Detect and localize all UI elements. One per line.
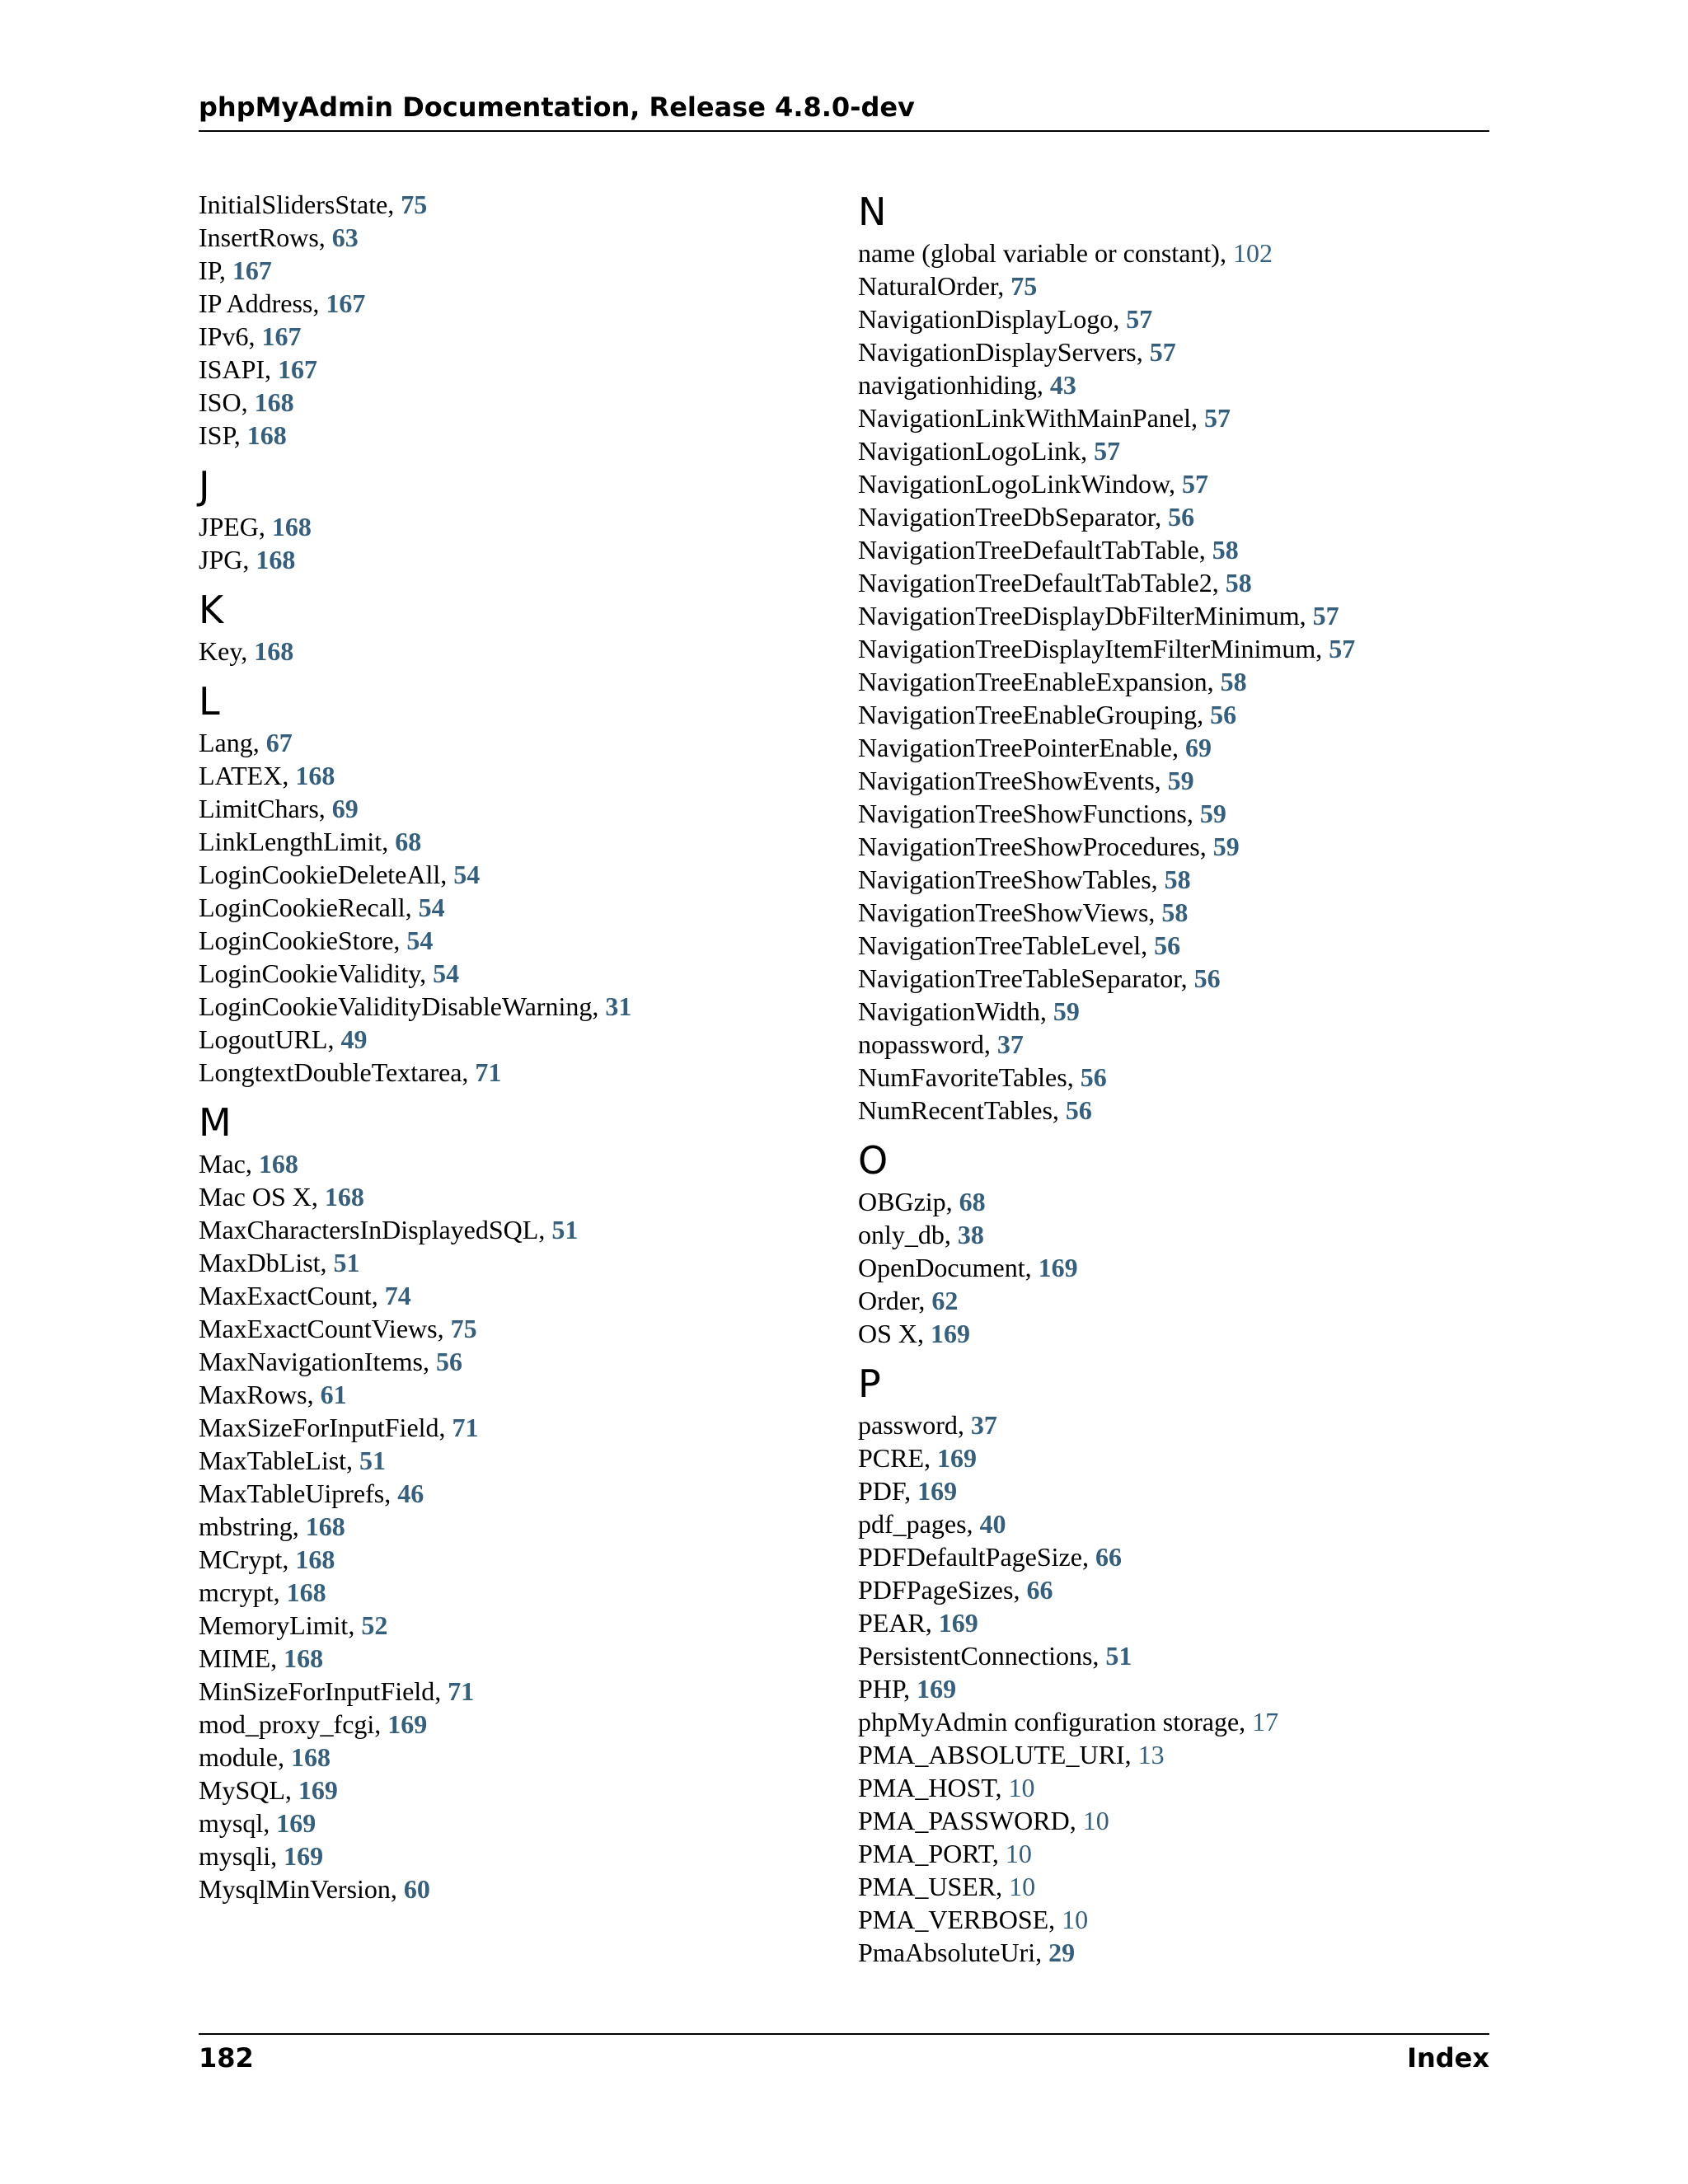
index-entry: Mac OS X, 168 — [199, 1182, 364, 1212]
index-page-link[interactable]: 10 — [1005, 1839, 1032, 1868]
index-term: NavigationLogoLink — [858, 436, 1081, 466]
index-term: MaxDbList — [199, 1248, 321, 1277]
index-page-link[interactable]: 167 — [232, 255, 272, 285]
index-page-link[interactable]: 169 — [937, 1443, 978, 1473]
index-page-link[interactable]: 51 — [359, 1446, 387, 1475]
index-term: Mac OS X — [199, 1182, 312, 1212]
index-entry: mysqli, 169 — [199, 1841, 324, 1871]
index-page-link[interactable]: 167 — [326, 288, 366, 318]
index-term: NavigationTreeShowEvents — [858, 766, 1155, 795]
index-page-link[interactable]: 168 — [324, 1182, 364, 1212]
index-page-link[interactable]: 169 — [931, 1319, 971, 1348]
index-page-link[interactable]: 54 — [433, 958, 460, 988]
index-entry: PMA_VERBOSE, 10 — [858, 1905, 1089, 1934]
index-entry: NavigationWidth, 59 — [858, 996, 1080, 1026]
index-term: module — [199, 1742, 278, 1772]
index-entry: NaturalOrder, 75 — [858, 271, 1038, 301]
index-term: PersistentConnections — [858, 1641, 1093, 1671]
index-term: MysqlMinVersion — [199, 1874, 391, 1904]
footer-rule — [199, 2033, 1489, 2035]
index-page-link[interactable]: 168 — [258, 1149, 298, 1179]
index-entry: NavigationTreeShowFunctions, 59 — [858, 799, 1226, 828]
index-term: NavigationTreeDisplayDbFilterMinimum — [858, 601, 1300, 630]
index-term: JPEG — [199, 512, 259, 541]
index-page-link[interactable]: 37 — [996, 1029, 1024, 1059]
index-entry: PMA_ABSOLUTE_URI, 13 — [858, 1740, 1165, 1769]
index-entry: NavigationDisplayServers, 57 — [858, 337, 1176, 367]
index-entry: NavigationTreeDbSeparator, 56 — [858, 502, 1195, 532]
index-entry: PDF, 169 — [858, 1476, 958, 1506]
index-page-link[interactable]: 168 — [290, 1742, 331, 1772]
index-term: PMA_ABSOLUTE_URI — [858, 1740, 1125, 1769]
index-page-link[interactable]: 58 — [1220, 667, 1247, 696]
index-term: MCrypt — [199, 1544, 283, 1574]
index-page-link[interactable]: 60 — [403, 1874, 430, 1904]
index-page-link[interactable]: 168 — [295, 761, 335, 790]
index-entry: MinSizeForInputField, 71 — [199, 1676, 475, 1706]
index-page-link[interactable]: 40 — [979, 1509, 1006, 1539]
index-entry: MaxSizeForInputField, 71 — [199, 1413, 479, 1442]
index-page-link[interactable]: 56 — [1193, 963, 1221, 993]
index-page-link[interactable]: 56 — [1080, 1062, 1107, 1092]
index-term: NavigationDisplayLogo — [858, 304, 1114, 334]
index-term: Order — [858, 1286, 919, 1315]
index-term: LongtextDoubleTextarea — [199, 1057, 462, 1087]
index-page-link[interactable]: 75 — [1010, 271, 1038, 301]
index-page-link[interactable]: 169 — [917, 1476, 958, 1506]
index-entry: PMA_PORT, 10 — [858, 1839, 1032, 1868]
index-page-link[interactable]: 49 — [340, 1024, 368, 1054]
index-term: LogoutURL — [199, 1024, 328, 1054]
index-term: MemoryLimit — [199, 1610, 349, 1640]
index-page-link[interactable]: 54 — [453, 860, 481, 889]
index-page-link[interactable]: 58 — [1212, 535, 1239, 565]
index-page-link[interactable]: 57 — [1203, 403, 1231, 433]
index-page-link[interactable]: 10 — [1062, 1905, 1089, 1934]
index-entry: PEAR, 169 — [858, 1608, 978, 1638]
index-page-link[interactable]: 52 — [361, 1610, 388, 1640]
index-entry: Mac, 168 — [199, 1149, 298, 1179]
index-entry: LoginCookieRecall, 54 — [199, 893, 445, 922]
index-entry: Lang, 67 — [199, 728, 293, 757]
index-page-link[interactable]: 59 — [1199, 799, 1226, 828]
index-term: Key — [199, 636, 241, 666]
index-term: OpenDocument — [858, 1253, 1025, 1282]
index-page-link[interactable]: 56 — [1065, 1095, 1092, 1125]
index-entry: NumFavoriteTables, 56 — [858, 1062, 1107, 1092]
index-page-link[interactable]: 168 — [295, 1544, 335, 1574]
index-term: MaxTableList — [199, 1446, 347, 1475]
index-entry: NavigationLogoLink, 57 — [858, 436, 1121, 466]
index-term: MySQL — [199, 1775, 285, 1805]
index-term: mysql — [199, 1808, 264, 1838]
index-term: PCRE — [858, 1443, 925, 1473]
index-entry: MaxTableList, 51 — [199, 1446, 387, 1475]
running-header: phpMyAdmin Documentation, Release 4.8.0-dev — [199, 91, 915, 123]
page-number: 182 — [199, 2042, 254, 2074]
index-entry: PCRE, 169 — [858, 1443, 978, 1473]
index-page-link[interactable]: 10 — [1008, 1773, 1035, 1802]
index-term: PHP — [858, 1674, 904, 1704]
index-entry: pdf_pages, 40 — [858, 1509, 1006, 1539]
index-entry: PMA_PASSWORD, 10 — [858, 1806, 1109, 1835]
index-entry: MaxTableUiprefs, 46 — [199, 1479, 424, 1508]
index-term: InitialSlidersState — [199, 190, 388, 219]
index-page-link[interactable]: 68 — [395, 827, 422, 856]
index-term: NavigationTreeShowProcedures — [858, 832, 1200, 861]
index-page-link[interactable]: 54 — [418, 893, 445, 922]
index-page-link[interactable]: 56 — [1210, 700, 1237, 729]
index-page-link[interactable]: 57 — [1312, 601, 1339, 630]
index-term: NavigationTreeDbSeparator — [858, 502, 1156, 532]
index-entry: NavigationTreeTableSeparator, 56 — [858, 963, 1221, 993]
index-page-link[interactable]: 61 — [320, 1380, 347, 1409]
index-term: NavigationTreeDefaultTabTable — [858, 535, 1199, 565]
index-term: IPv6 — [199, 321, 249, 351]
index-term: IP — [199, 255, 219, 285]
header-rule — [199, 130, 1489, 132]
index-entry: MaxRows, 61 — [199, 1380, 347, 1409]
index-entry: PersistentConnections, 51 — [858, 1641, 1132, 1671]
index-section-letter: N — [858, 190, 887, 234]
index-entry: nopassword, 37 — [858, 1029, 1024, 1059]
index-term: PMA_HOST — [858, 1773, 996, 1802]
index-term: MaxRows — [199, 1380, 307, 1409]
index-page-link[interactable]: 56 — [435, 1347, 462, 1376]
index-term: NumFavoriteTables — [858, 1062, 1067, 1092]
index-term: InsertRows — [199, 223, 319, 252]
index-entry: IP, 167 — [199, 255, 272, 285]
index-term: LoginCookieRecall — [199, 893, 406, 922]
index-term: mbstring — [199, 1511, 293, 1541]
index-entry: PMA_USER, 10 — [858, 1872, 1036, 1901]
index-page-link[interactable]: 56 — [1154, 930, 1181, 960]
index-page-link[interactable]: 71 — [475, 1057, 502, 1087]
index-entry: NavigationTreeShowProcedures, 59 — [858, 832, 1240, 861]
index-term: NavigationWidth — [858, 996, 1040, 1026]
index-page-link[interactable]: 69 — [1184, 733, 1212, 762]
index-entry: module, 168 — [199, 1742, 331, 1772]
index-entry: LoginCookieStore, 54 — [199, 926, 434, 955]
index-entry: MIME, 168 — [199, 1643, 324, 1673]
index-term: LoginCookieValidityDisableWarning — [199, 991, 593, 1021]
index-term: NavigationTreeShowViews — [858, 898, 1149, 927]
index-section-letter: M — [199, 1100, 232, 1145]
index-term: NavigationTreeShowFunctions — [858, 799, 1187, 828]
index-term: MinSizeForInputField — [199, 1676, 435, 1706]
index-entry: MaxExactCountViews, 75 — [199, 1314, 477, 1343]
index-page-link[interactable]: 66 — [1026, 1575, 1053, 1605]
index-entry: JPEG, 168 — [199, 512, 312, 541]
index-page-link[interactable]: 13 — [1137, 1740, 1165, 1769]
index-page-link[interactable]: 102 — [1232, 238, 1273, 268]
index-entry: navigationhiding, 43 — [858, 370, 1076, 400]
index-page-link[interactable]: 169 — [298, 1775, 338, 1805]
index-term: PDFPageSizes — [858, 1575, 1014, 1605]
index-term: mod_proxy_fcgi — [199, 1709, 375, 1739]
index-term: LimitChars — [199, 794, 319, 823]
index-page-link[interactable]: 58 — [1161, 898, 1189, 927]
index-term: PDF — [858, 1476, 905, 1506]
index-term: OS X — [858, 1319, 918, 1348]
index-page-link[interactable]: 58 — [1225, 568, 1252, 598]
index-page-link[interactable]: 169 — [387, 1709, 428, 1739]
index-term: NavigationTreeShowTables — [858, 865, 1151, 894]
index-section-letter: P — [858, 1361, 881, 1406]
index-entry: OS X, 169 — [858, 1319, 971, 1348]
index-page-link[interactable]: 56 — [1168, 502, 1195, 532]
index-page-link[interactable]: 38 — [957, 1220, 984, 1249]
index-entry: mod_proxy_fcgi, 169 — [199, 1709, 428, 1739]
index-page-link[interactable]: 169 — [938, 1608, 978, 1638]
index-term: IP Address — [199, 288, 313, 318]
index-entry: name (global variable or constant), 102 — [858, 238, 1273, 268]
index-entry: NavigationTreeTableLevel, 56 — [858, 930, 1181, 960]
index-page-link[interactable]: 71 — [452, 1413, 479, 1442]
index-page-link[interactable]: 63 — [331, 223, 359, 252]
index-entry: ISO, 168 — [199, 387, 294, 417]
index-page-link[interactable]: 31 — [605, 991, 632, 1021]
index-term: NavigationTreePointerEnable — [858, 733, 1172, 762]
index-page-link[interactable]: 10 — [1082, 1806, 1109, 1835]
index-term: phpMyAdmin configuration storage — [858, 1707, 1240, 1736]
index-page-link[interactable]: 71 — [448, 1676, 475, 1706]
index-entry: MySQL, 169 — [199, 1775, 338, 1805]
index-entry: NavigationDisplayLogo, 57 — [858, 304, 1153, 334]
index-page-link[interactable]: 59 — [1053, 996, 1080, 1026]
index-entry: MysqlMinVersion, 60 — [199, 1874, 430, 1904]
index-page-link[interactable]: 67 — [265, 728, 293, 757]
index-term: NavigationTreeTableSeparator — [858, 963, 1181, 993]
index-term: Mac — [199, 1149, 246, 1179]
index-page-link[interactable]: 57 — [1149, 337, 1176, 367]
footer-section-title: Index — [1407, 2042, 1489, 2074]
index-page-link[interactable]: 69 — [331, 794, 359, 823]
index-term: MaxExactCount — [199, 1281, 372, 1310]
index-term: MaxExactCountViews — [199, 1314, 438, 1343]
index-term: NaturalOrder — [858, 271, 998, 301]
index-page-link[interactable]: 168 — [254, 387, 294, 417]
index-page-link[interactable]: 29 — [1048, 1938, 1076, 1967]
index-section-letter: J — [199, 463, 210, 508]
index-term: PMA_PASSWORD — [858, 1806, 1070, 1835]
index-term: NavigationTreeEnableGrouping — [858, 700, 1198, 729]
index-page-link[interactable]: 167 — [261, 321, 302, 351]
index-term: MIME — [199, 1643, 271, 1673]
index-page-link[interactable]: 169 — [284, 1841, 324, 1871]
index-entry: NavigationTreeDisplayDbFilterMinimum, 57 — [858, 601, 1339, 630]
index-page-link[interactable]: 169 — [1038, 1253, 1078, 1282]
index-term: OBGzip — [858, 1187, 946, 1216]
index-term: LoginCookieDeleteAll — [199, 860, 441, 889]
index-page-link[interactable]: 169 — [276, 1808, 316, 1838]
index-term: MaxNavigationItems — [199, 1347, 423, 1376]
index-section-letter: L — [199, 679, 220, 724]
index-entry: mbstring, 168 — [199, 1511, 345, 1541]
index-page-link[interactable]: 59 — [1167, 766, 1194, 795]
index-page-link[interactable]: 168 — [246, 420, 287, 450]
index-term: name (global variable or constant) — [858, 238, 1220, 268]
index-entry: Key, 168 — [199, 636, 294, 666]
index-term: ISP — [199, 420, 234, 450]
index-page-link[interactable]: 168 — [284, 1643, 324, 1673]
index-term: NumRecentTables — [858, 1095, 1053, 1125]
index-term: NavigationTreeTableLevel — [858, 930, 1142, 960]
index-page-link[interactable]: 74 — [384, 1281, 411, 1310]
index-entry: MCrypt, 168 — [199, 1544, 335, 1574]
index-entry: NavigationTreeEnableGrouping, 56 — [858, 700, 1237, 729]
index-entry: LoginCookieValidityDisableWarning, 31 — [199, 991, 632, 1021]
index-entry: phpMyAdmin configuration storage, 17 — [858, 1707, 1279, 1736]
index-term: PMA_VERBOSE — [858, 1905, 1049, 1934]
index-term: MaxCharactersInDisplayedSQL — [199, 1215, 539, 1244]
index-term: PEAR — [858, 1608, 926, 1638]
index-entry: mcrypt, 168 — [199, 1577, 326, 1607]
index-entry: OBGzip, 68 — [858, 1187, 986, 1216]
index-term: NavigationDisplayServers — [858, 337, 1137, 367]
index-page-link[interactable]: 168 — [271, 512, 312, 541]
index-page-link[interactable]: 62 — [931, 1286, 959, 1315]
index-entry: PDFPageSizes, 66 — [858, 1575, 1053, 1605]
index-entry: NavigationTreeDefaultTabTable2, 58 — [858, 568, 1252, 598]
index-entry: NavigationTreeDefaultTabTable, 58 — [858, 535, 1239, 565]
index-term: LoginCookieStore — [199, 926, 394, 955]
index-page-link[interactable]: 17 — [1252, 1707, 1279, 1736]
index-page-link[interactable]: 168 — [305, 1511, 345, 1541]
index-page-link[interactable]: 169 — [917, 1674, 957, 1704]
index-page-link[interactable]: 51 — [1105, 1641, 1132, 1671]
index-entry: NavigationLinkWithMainPanel, 57 — [858, 403, 1231, 433]
index-term: JPG — [199, 545, 243, 574]
index-section-letter: K — [199, 588, 224, 632]
index-page-link[interactable]: 51 — [551, 1215, 579, 1244]
index-entry: OpenDocument, 169 — [858, 1253, 1078, 1282]
index-entry: IPv6, 167 — [199, 321, 302, 351]
index-term: only_db — [858, 1220, 945, 1249]
index-entry: PHP, 169 — [858, 1674, 957, 1704]
index-term: NavigationLogoLinkWindow — [858, 469, 1170, 499]
index-term: LATEX — [199, 761, 283, 790]
index-page-link[interactable]: 51 — [333, 1248, 360, 1277]
index-entry: MemoryLimit, 52 — [199, 1610, 388, 1640]
index-entry: LinkLengthLimit, 68 — [199, 827, 422, 856]
index-page-link[interactable]: 168 — [286, 1577, 326, 1607]
index-term: ISO — [199, 387, 241, 417]
index-page-link[interactable]: 57 — [1094, 436, 1121, 466]
index-entry: PMA_HOST, 10 — [858, 1773, 1035, 1802]
index-term: mcrypt — [199, 1577, 274, 1607]
index-entry: PDFDefaultPageSize, 66 — [858, 1542, 1122, 1572]
index-entry: only_db, 38 — [858, 1220, 984, 1249]
index-page-link[interactable]: 167 — [278, 354, 318, 384]
index-column-right — [858, 188, 1489, 1969]
index-term: MaxTableUiprefs — [199, 1479, 385, 1508]
index-entry: LATEX, 168 — [199, 761, 335, 790]
index-term: NavigationTreeEnableExpansion — [858, 667, 1207, 696]
index-page-link[interactable]: 37 — [970, 1410, 997, 1440]
index-term: MaxSizeForInputField — [199, 1413, 439, 1442]
index-term: Lang — [199, 728, 253, 757]
index-page-link[interactable]: 10 — [1009, 1872, 1036, 1901]
index-entry: mysql, 169 — [199, 1808, 316, 1838]
index-entry: NavigationTreeDisplayItemFilterMinimum, 57 — [858, 634, 1356, 663]
index-entry: Order, 62 — [858, 1286, 959, 1315]
index-entry: JPG, 168 — [199, 545, 296, 574]
index-page-link[interactable]: 59 — [1212, 832, 1240, 861]
index-term: pdf_pages — [858, 1509, 967, 1539]
index-term: PmaAbsoluteUri — [858, 1938, 1036, 1967]
index-entry: InsertRows, 63 — [199, 223, 359, 252]
index-term: nopassword — [858, 1029, 984, 1059]
index-entry: IP Address, 167 — [199, 288, 366, 318]
index-term: NavigationTreeDisplayItemFilterMinimum — [858, 634, 1316, 663]
index-entry: LoginCookieValidity, 54 — [199, 958, 460, 988]
index-entry: NavigationTreeShowEvents, 59 — [858, 766, 1194, 795]
index-entry: LongtextDoubleTextarea, 71 — [199, 1057, 502, 1087]
index-term: PDFDefaultPageSize — [858, 1542, 1082, 1572]
index-entry: ISP, 168 — [199, 420, 287, 450]
index-entry: NavigationLogoLinkWindow, 57 — [858, 469, 1209, 499]
index-term: mysqli — [199, 1841, 271, 1871]
index-page-link[interactable]: 68 — [959, 1187, 986, 1216]
index-page-link[interactable]: 66 — [1095, 1542, 1122, 1572]
index-entry: NavigationTreeEnableExpansion, 58 — [858, 667, 1247, 696]
index-entry: NavigationTreeShowViews, 58 — [858, 898, 1189, 927]
index-entry: ISAPI, 167 — [199, 354, 318, 384]
index-entry: MaxCharactersInDisplayedSQL, 51 — [199, 1215, 579, 1244]
index-page-link[interactable]: 75 — [401, 190, 428, 219]
index-page-link[interactable]: 57 — [1126, 304, 1153, 334]
index-term: NavigationTreeDefaultTabTable2 — [858, 568, 1212, 598]
index-column-left — [199, 188, 825, 1905]
index-entry: MaxExactCount, 74 — [199, 1281, 411, 1310]
index-entry: password, 37 — [858, 1410, 997, 1440]
index-entry: NumRecentTables, 56 — [858, 1095, 1092, 1125]
index-entry: MaxDbList, 51 — [199, 1248, 360, 1277]
index-entry: NavigationTreeShowTables, 58 — [858, 865, 1191, 894]
index-entry: MaxNavigationItems, 56 — [199, 1347, 462, 1376]
index-entry: NavigationTreePointerEnable, 69 — [858, 733, 1212, 762]
index-term: PMA_PORT — [858, 1839, 992, 1868]
index-page-link[interactable]: 57 — [1182, 469, 1209, 499]
index-page-link[interactable]: 75 — [450, 1314, 477, 1343]
index-section-letter: O — [858, 1138, 889, 1183]
index-term: navigationhiding — [858, 370, 1037, 400]
index-term: ISAPI — [199, 354, 265, 384]
index-entry: LogoutURL, 49 — [199, 1024, 368, 1054]
index-entry: LimitChars, 69 — [199, 794, 359, 823]
index-term: LinkLengthLimit — [199, 827, 382, 856]
index-page-link[interactable]: 54 — [406, 926, 434, 955]
index-term: NavigationLinkWithMainPanel — [858, 403, 1191, 433]
index-page-link[interactable]: 168 — [256, 545, 296, 574]
index-entry: PmaAbsoluteUri, 29 — [858, 1938, 1076, 1967]
index-page-link[interactable]: 168 — [254, 636, 294, 666]
index-term: PMA_USER — [858, 1872, 996, 1901]
index-page-link[interactable]: 46 — [397, 1479, 424, 1508]
index-page-link[interactable]: 43 — [1049, 370, 1076, 400]
index-term: password — [858, 1410, 958, 1440]
index-page-link[interactable]: 57 — [1329, 634, 1356, 663]
index-term: LoginCookieValidity — [199, 958, 420, 988]
index-entry: LoginCookieDeleteAll, 54 — [199, 860, 481, 889]
index-page-link[interactable]: 58 — [1164, 865, 1191, 894]
index-entry: InitialSlidersState, 75 — [199, 190, 428, 219]
